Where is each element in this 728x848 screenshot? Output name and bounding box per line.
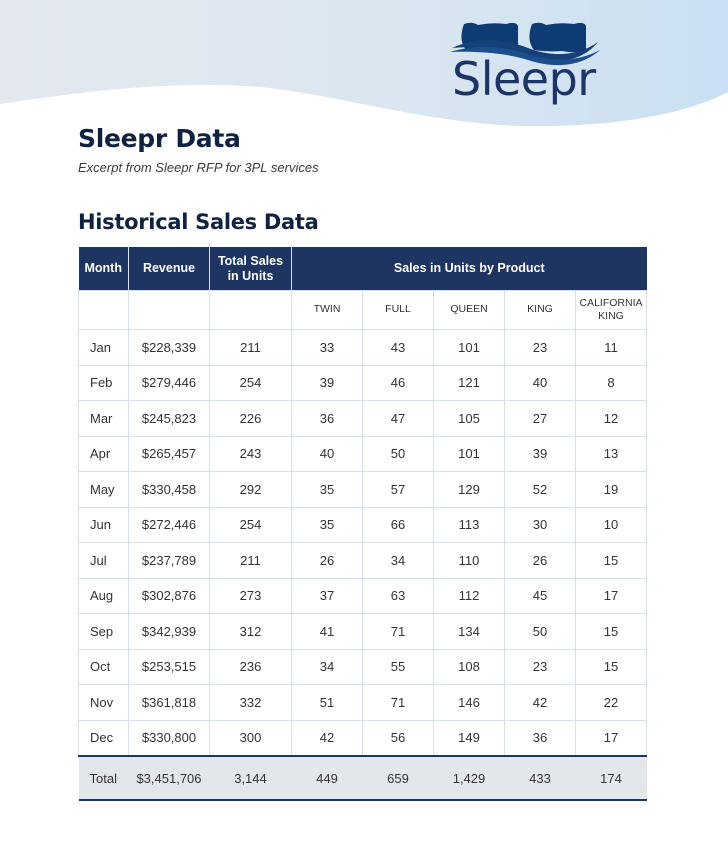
cell-total-units: 211 bbox=[210, 330, 292, 366]
cell-full: 71 bbox=[363, 685, 434, 721]
cell-month: May bbox=[79, 472, 129, 508]
cell-twin: 35 bbox=[292, 472, 363, 508]
cell-king: 50 bbox=[505, 614, 576, 650]
table-row bbox=[79, 720, 647, 756]
table-row bbox=[79, 543, 647, 579]
cell-queen: 110 bbox=[434, 543, 505, 579]
cell-twin: 33 bbox=[292, 330, 363, 366]
cell-california-king: 13 bbox=[576, 436, 647, 472]
cell-revenue: $245,823 bbox=[129, 401, 210, 437]
cell-total-units: 273 bbox=[210, 578, 292, 614]
cell-month: Apr bbox=[79, 436, 129, 472]
table-row bbox=[79, 649, 647, 685]
cell-month: Aug bbox=[79, 578, 129, 614]
cell-full: 34 bbox=[363, 543, 434, 579]
cell-full: 50 bbox=[363, 436, 434, 472]
cell-month: Jan bbox=[79, 330, 129, 366]
cell-full: 46 bbox=[363, 365, 434, 401]
cell-month: Jul bbox=[79, 543, 129, 579]
cell-revenue: $265,457 bbox=[129, 436, 210, 472]
cell-revenue: $330,458 bbox=[129, 472, 210, 508]
cell-king: 433 bbox=[505, 756, 576, 800]
table-body bbox=[79, 330, 647, 801]
header-sales-by-product: Sales in Units by Product bbox=[292, 247, 647, 291]
cell-month: Jun bbox=[79, 507, 129, 543]
cell-california-king: 15 bbox=[576, 543, 647, 579]
cell-month: Total bbox=[79, 756, 129, 800]
cell-california-king: 17 bbox=[576, 720, 647, 756]
cell-full: 56 bbox=[363, 720, 434, 756]
cell-revenue: $361,818 bbox=[129, 685, 210, 721]
table-header-row bbox=[79, 247, 647, 291]
page-title: Sleepr Data bbox=[78, 124, 241, 153]
cell-full: 659 bbox=[363, 756, 434, 800]
cell-month: Dec bbox=[79, 720, 129, 756]
cell-twin: 34 bbox=[292, 649, 363, 685]
cell-queen: 105 bbox=[434, 401, 505, 437]
product-header-full: FULL bbox=[363, 291, 434, 330]
cell-king: 52 bbox=[505, 472, 576, 508]
total-row bbox=[79, 756, 647, 800]
cell-king: 23 bbox=[505, 649, 576, 685]
product-header-twin: TWIN bbox=[292, 291, 363, 330]
cell-california-king: 10 bbox=[576, 507, 647, 543]
cell-twin: 42 bbox=[292, 720, 363, 756]
cell-king: 27 bbox=[505, 401, 576, 437]
cell-california-king: 11 bbox=[576, 330, 647, 366]
cell-total-units: 211 bbox=[210, 543, 292, 579]
cell-month: Mar bbox=[79, 401, 129, 437]
cell-total-units: 332 bbox=[210, 685, 292, 721]
cell-queen: 113 bbox=[434, 507, 505, 543]
cell-california-king: 17 bbox=[576, 578, 647, 614]
cell-total-units: 236 bbox=[210, 649, 292, 685]
cell-king: 30 bbox=[505, 507, 576, 543]
table-row bbox=[79, 436, 647, 472]
cell-month: Sep bbox=[79, 614, 129, 650]
table-row bbox=[79, 507, 647, 543]
header-month: Month bbox=[79, 247, 129, 291]
cell-queen: 112 bbox=[434, 578, 505, 614]
cell-total-units: 243 bbox=[210, 436, 292, 472]
table-row bbox=[79, 578, 647, 614]
cell-california-king: 19 bbox=[576, 472, 647, 508]
cell-queen: 108 bbox=[434, 649, 505, 685]
cell-full: 47 bbox=[363, 401, 434, 437]
cell-total-units: 312 bbox=[210, 614, 292, 650]
cell-full: 71 bbox=[363, 614, 434, 650]
cell-total-units: 254 bbox=[210, 365, 292, 401]
cell-king: 40 bbox=[505, 365, 576, 401]
cell-california-king: 15 bbox=[576, 649, 647, 685]
cell-revenue: $279,446 bbox=[129, 365, 210, 401]
header-wave-background bbox=[0, 0, 728, 140]
cell-total-units: 292 bbox=[210, 472, 292, 508]
cell-king: 42 bbox=[505, 685, 576, 721]
cell-king: 26 bbox=[505, 543, 576, 579]
cell-king: 45 bbox=[505, 578, 576, 614]
cell-king: 39 bbox=[505, 436, 576, 472]
product-header-california-king: CALIFORNIA KING bbox=[576, 291, 647, 330]
brand-logo-text: Sleepr bbox=[452, 52, 596, 106]
cell-king: 36 bbox=[505, 720, 576, 756]
cell-full: 63 bbox=[363, 578, 434, 614]
cell-queen: 146 bbox=[434, 685, 505, 721]
cell-total-units: 226 bbox=[210, 401, 292, 437]
cell-revenue: $228,339 bbox=[129, 330, 210, 366]
cell-king: 23 bbox=[505, 330, 576, 366]
cell-full: 66 bbox=[363, 507, 434, 543]
cell-full: 43 bbox=[363, 330, 434, 366]
cell-queen: 121 bbox=[434, 365, 505, 401]
sales-table bbox=[78, 247, 647, 801]
cell-twin: 41 bbox=[292, 614, 363, 650]
product-header-king: KING bbox=[505, 291, 576, 330]
cell-revenue: $272,446 bbox=[129, 507, 210, 543]
cell-month: Oct bbox=[79, 649, 129, 685]
cell-revenue: $342,939 bbox=[129, 614, 210, 650]
cell-total-units: 254 bbox=[210, 507, 292, 543]
cell-month: Feb bbox=[79, 365, 129, 401]
cell-queen: 129 bbox=[434, 472, 505, 508]
header-revenue: Revenue bbox=[129, 247, 210, 291]
cell-queen: 149 bbox=[434, 720, 505, 756]
product-header-queen: QUEEN bbox=[434, 291, 505, 330]
page-subtitle: Excerpt from Sleepr RFP for 3PL services bbox=[78, 160, 319, 175]
empty-header-cell bbox=[79, 291, 129, 330]
table-row bbox=[79, 365, 647, 401]
cell-queen: 101 bbox=[434, 436, 505, 472]
empty-header-cell bbox=[210, 291, 292, 330]
cell-queen: 1,429 bbox=[434, 756, 505, 800]
cell-twin: 39 bbox=[292, 365, 363, 401]
table-row bbox=[79, 685, 647, 721]
cell-california-king: 174 bbox=[576, 756, 647, 800]
header-total-units: Total Sales in Units bbox=[210, 247, 292, 291]
cell-california-king: 8 bbox=[576, 365, 647, 401]
empty-header-cell bbox=[129, 291, 210, 330]
table-row bbox=[79, 614, 647, 650]
cell-california-king: 22 bbox=[576, 685, 647, 721]
cell-revenue: $3,451,706 bbox=[129, 756, 210, 800]
cell-twin: 37 bbox=[292, 578, 363, 614]
cell-queen: 101 bbox=[434, 330, 505, 366]
table-row bbox=[79, 330, 647, 366]
cell-queen: 134 bbox=[434, 614, 505, 650]
table-row bbox=[79, 472, 647, 508]
cell-twin: 36 bbox=[292, 401, 363, 437]
cell-full: 57 bbox=[363, 472, 434, 508]
cell-month: Nov bbox=[79, 685, 129, 721]
cell-california-king: 15 bbox=[576, 614, 647, 650]
cell-california-king: 12 bbox=[576, 401, 647, 437]
cell-revenue: $253,515 bbox=[129, 649, 210, 685]
cell-total-units: 3,144 bbox=[210, 756, 292, 800]
cell-twin: 35 bbox=[292, 507, 363, 543]
table-row bbox=[79, 401, 647, 437]
cell-revenue: $237,789 bbox=[129, 543, 210, 579]
cell-twin: 26 bbox=[292, 543, 363, 579]
cell-revenue: $330,800 bbox=[129, 720, 210, 756]
cell-twin: 51 bbox=[292, 685, 363, 721]
product-header-row bbox=[79, 291, 647, 330]
cell-twin: 449 bbox=[292, 756, 363, 800]
cell-twin: 40 bbox=[292, 436, 363, 472]
cell-revenue: $302,876 bbox=[129, 578, 210, 614]
cell-total-units: 300 bbox=[210, 720, 292, 756]
section-title: Historical Sales Data bbox=[78, 210, 319, 234]
cell-full: 55 bbox=[363, 649, 434, 685]
